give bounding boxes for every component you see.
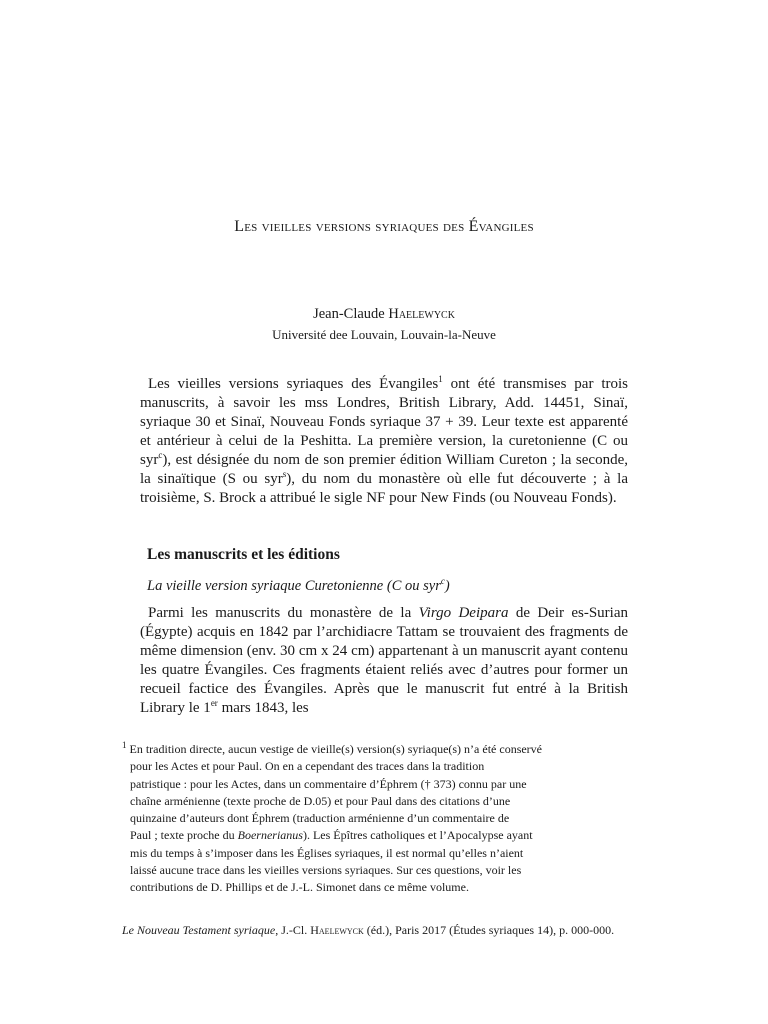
footnote-line: patristique : pour les Actes, dans un commentaire d’Éphrem († 373) connu par une: [130, 776, 527, 791]
footnote-italic: Boernerianus: [237, 828, 303, 843]
footnote-text: ). Les Épîtres catholiques et l’Apocalypse ayant: [302, 828, 533, 843]
citation-footer: [122, 921, 628, 940]
footnote-number: 1: [122, 740, 127, 750]
subsection-title: [147, 578, 450, 595]
body-sup: er: [210, 698, 218, 708]
footnote-ref: 1: [438, 374, 443, 384]
sup-s: s: [282, 469, 287, 479]
subsection-sup: c: [440, 576, 445, 587]
intro-text-2: ont été transmises par trois manuscrits, à savoir les mss Londres, British Library, Add. 14451, Sinaï, syriaque 30 et Sinaï, Nouveau Fonds syriaque 37 + 39. Leur texte est apparenté et antérieur à celui de la Peshitta. La première version, la curetonienne (C ou syr: [140, 376, 629, 468]
footnote-line: [122, 741, 628, 758]
body-text-2: de Deir es-Surian (Égypte) acquis en 1842 par l’archidiacre Tattam se trouvaient des fragments de même dimension (env. 30 cm x 24 cm) appartenant à un manuscrit ayant contenu les quatre Évangiles. Ces fragments étaient reliés avec d’autres pour former un recueil factice des Évangiles. Après que le manuscrit fut entré à la British Library le 1: [140, 605, 629, 716]
footnote: [122, 741, 628, 897]
footnote-line: chaîne arménienne (texte proche de D.05) et pour Paul dans des citations d’une: [130, 793, 511, 808]
footnote-line: pour les Actes et pour Paul. On en a cependant des traces dans la tradition: [130, 759, 485, 774]
author-last: Haelewyck: [388, 306, 455, 322]
sup-c: c: [158, 450, 163, 460]
body-text-1: Parmi les manuscrits du monastère de la: [148, 605, 419, 621]
body-text-3: mars 1843, les: [217, 700, 309, 716]
footnote-text: Paul ; texte proche du: [130, 828, 238, 843]
author-name: [0, 306, 768, 323]
footnote-line: mis du temps à s’imposer dans les Églises syriaques, il est normal qu’elles n’aient: [130, 845, 524, 860]
footnote-line: contributions de D. Phillips et de J.-L. Simonet dans ce même volume.: [130, 880, 469, 895]
intro-text-1: Les vieilles versions syriaques des Évangiles: [148, 376, 439, 392]
footnote-text: En tradition directe, aucun vestige de vieille(s) version(s) syriaque(s) n’a été conservé: [126, 742, 543, 756]
subsection-text: La vieille version syriaque Curetonienne (C ou syr: [147, 578, 441, 594]
footer-text-1: , J.-Cl.: [275, 923, 311, 937]
intro-text-4: ), du nom du monastère où elle fut découverte ; à la troisième, S. Brock a attribué le sigle NF pour New Finds (ou Nouveau Fonds).: [140, 471, 628, 506]
footnote-line: [122, 827, 628, 844]
section-title: Les manuscrits et les éditions: [147, 546, 340, 563]
title-word: Évangiles: [468, 218, 534, 235]
body-paragraph: [140, 604, 628, 718]
paper-title: [0, 218, 768, 236]
title-prefix: Les vieilles versions syriaques des: [234, 218, 469, 235]
footnote-line: quinzaine d’auteurs dont Éphrem (traduction arménienne d’un commentaire de: [130, 811, 510, 826]
author-first: Jean-Claude: [313, 306, 389, 322]
footer-author: Haelewyck: [310, 923, 364, 937]
intro-paragraph: [140, 375, 628, 508]
footnote-line: laissé aucune trace dans les vieilles versions syriaques. Sur ces questions, voir les: [130, 863, 522, 878]
footer-text-2: (éd.), Paris 2017 (Études syriaques 14), p. 000-000.: [363, 923, 615, 937]
author-affiliation: Université dee Louvain, Louvain-la-Neuve: [272, 327, 496, 342]
intro-text-3: ), est désignée du nom de son premier édition William Cureton ; la seconde, la sinaïtique (S ou syr: [140, 452, 628, 487]
subsection-close: ): [444, 578, 450, 594]
body-italic: Virgo Deipara: [418, 605, 509, 621]
footer-italic: Le Nouveau Testament syriaque: [122, 923, 276, 937]
